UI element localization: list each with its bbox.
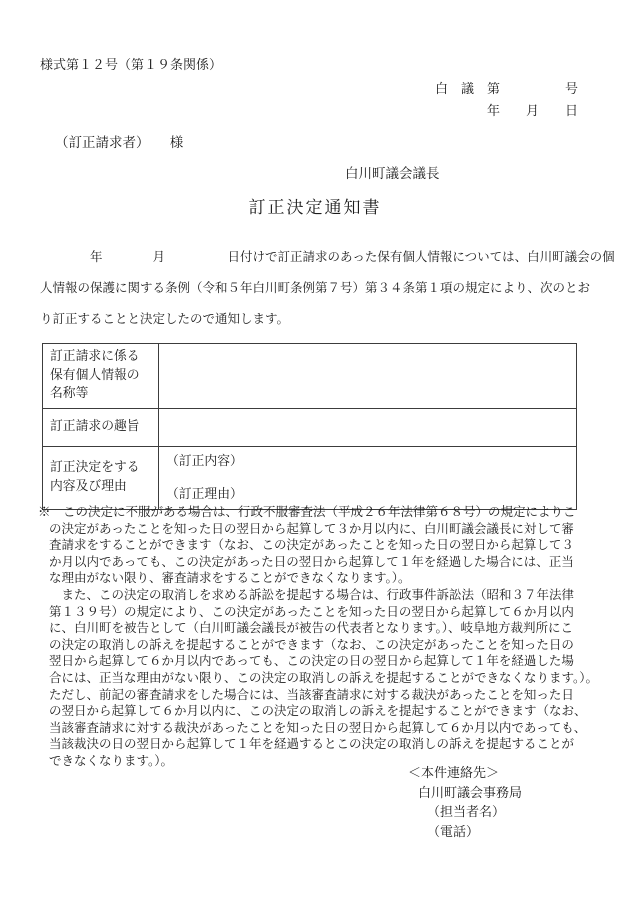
note-line: 当該裁決の日の翌日から起算して１年を経過するとこの決定の取消しの訴えを提起することが: [49, 736, 575, 752]
note-line: ※ この決定に不服がある場合は、行政不服審査法（平成２６年法律第６８号）の規定によりこ: [38, 504, 576, 519]
body-paragraph: [40, 241, 615, 334]
note-line: 翌日から起算して６か月以内であっても、この決定の日の翌日から起算して１年を経過した場: [49, 653, 574, 669]
body-line: 年 月 日付けで訂正請求のあった保有個人情報については、白川町議会の個: [40, 249, 615, 264]
row1-label: [43, 344, 159, 409]
table-row-decision-content-reason: [43, 446, 577, 509]
note-line: 第１３９号）の規定により、この決定があったことを知った日の翌日から起算して６か月以内: [49, 603, 574, 619]
note-line: また、この決定の取消しを求める訴訟を提起する場合は、行政事件訴訟法（昭和３７年法律: [49, 586, 575, 602]
correction-decision-table: [42, 343, 577, 510]
correction-reason-label: （訂正理由）: [166, 487, 243, 502]
note-line: な理由がない限り、審査請求をすることができなくなります。）。: [49, 570, 411, 586]
form-number: 様式第１２号（第１９条関係）: [40, 58, 223, 73]
row3-value-cell: [159, 446, 577, 509]
doc-number-block: [0, 79, 578, 123]
doc-number-line: 白 議 第 号: [434, 82, 578, 97]
table-row-request-purport: [43, 408, 577, 446]
contact-line: （電話）: [427, 824, 480, 840]
body-line: り訂正することと決定したので通知します。: [40, 311, 290, 326]
note-line: 合には、正当な理由がない限り、この決定の取消しの訴えを提起することができなくなります。）。: [49, 669, 599, 685]
doc-date-line: 年 月 日: [486, 104, 578, 119]
row2-value-cell: [159, 408, 577, 446]
recipient-line: （訂正請求者） 様: [55, 135, 184, 151]
row3-label: [43, 446, 159, 509]
body-line: 人情報の保護に関する条例（令和５年白川町条例第７号）第３４条第１項の規定により、次のとお: [40, 280, 591, 295]
row1-label-line: 保有個人情報の: [50, 367, 140, 383]
table-row-personal-info-name: [43, 344, 577, 409]
note-line: できなくなります。）。: [49, 752, 174, 768]
note-line: 査請求をすることができます（なお、この決定があったことを知った日の翌日から起算して３: [49, 537, 574, 553]
row3-label-line: 内容及び理由: [50, 478, 127, 494]
note-line: ただし、前記の審査請求をした場合には、当該審査請求に対する裁決があったことを知った日: [49, 686, 574, 702]
note-line: 当該審査請求に対する裁決があったことを知った日の翌日から起算して６か月以内であっても、: [49, 719, 587, 735]
document-title: 訂正決定通知書: [248, 198, 382, 218]
contact-line: （担当者名）: [427, 805, 506, 820]
note-line: に、白川町を被告として（白川町議会議長が被告の代表者となります。）、岐阜地方裁判所にこ: [49, 620, 574, 636]
note-line: の決定があったことを知った日の翌日から起算して３か月以内に、白川町議会議長に対して審: [49, 520, 574, 536]
row2-label: 訂正請求の趣旨: [43, 408, 159, 446]
issuer-line: 白川町議会議長: [345, 166, 440, 182]
contact-line: 白川町議会事務局: [418, 785, 523, 801]
contact-block: [408, 764, 522, 842]
note-line: か月以内であっても、この決定があった日の翌日から起算して１年を経過した場合には、正当: [49, 553, 574, 569]
row1-value-cell: [159, 344, 577, 409]
value-gap: [166, 471, 569, 486]
note-line: の翌日から起算して６か月以内に、この決定の取消しの訴えを提起することができます（なお、: [49, 703, 587, 719]
contact-line: ＜本件連絡先＞: [408, 766, 500, 781]
appeal-note: [38, 504, 599, 770]
row3-label-line: 訂正決定をする: [50, 460, 140, 475]
row1-label-line: 訂正請求に係る: [50, 349, 140, 364]
note-line: の決定の取消しの訴えを提起することができます（なお、この決定があったことを知った日の: [49, 636, 574, 652]
row1-label-line: 名称等: [50, 386, 89, 401]
correction-content-label: （訂正内容）: [166, 453, 243, 469]
